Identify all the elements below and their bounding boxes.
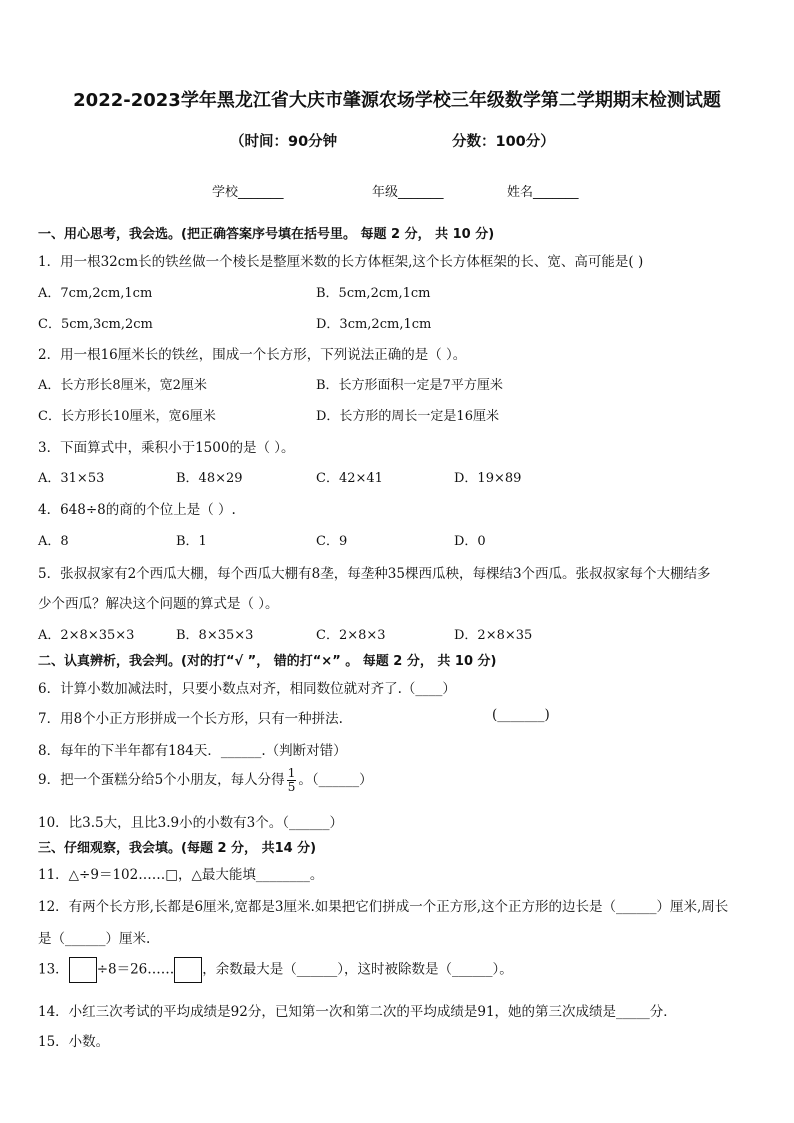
question-9-text: 9．把一个蛋糕分给5个小朋友，每人分得 [38, 772, 285, 788]
q2-option-a: A．长方形长8厘米，宽2厘米 [38, 378, 207, 393]
q3-option-a: A．31×53 [38, 471, 105, 486]
school-field: 学校_______ [212, 185, 284, 200]
question-4: 4．648÷8的商的个位上是（ ）. [38, 502, 236, 518]
section-3-heading: 三、仔细观察，我会填。(每题 2 分， 共14 分) [38, 841, 317, 856]
question-13-text: ，余数最大是（______），这时被除数是（______）。 [202, 961, 513, 978]
dividend-box [69, 957, 97, 983]
q4-option-b: B．1 [176, 534, 207, 549]
grade-field: 年级_______ [372, 185, 444, 200]
q1-option-c: C．5cm,3cm,2cm [38, 317, 153, 332]
q1-option-a: A．7cm,2cm,1cm [38, 286, 153, 301]
q5-option-b: B．8×35×3 [176, 628, 254, 643]
q4-option-a: A．8 [38, 534, 69, 549]
question-1: 1．用一根32cm长的铁丝做一个棱长是整厘米数的长方体框架,这个长方体框架的长、宽、高可能是( ) [38, 254, 644, 270]
q1-option-b: B．5cm,2cm,1cm [316, 286, 431, 301]
question-9-blank: 。（______） [298, 772, 373, 788]
q1-option-d: D．3cm,2cm,1cm [316, 317, 432, 332]
section-1-heading: 一、用心思考，我会选。(把正确答案序号填在括号里。 每题 2 分， 共 10 分) [38, 227, 495, 242]
q5-option-d: D．2×8×35 [454, 628, 533, 643]
q3-option-b: B．48×29 [176, 471, 243, 486]
question-5-line-1: 5．张叔叔家有2个西瓜大棚，每个西瓜大棚有8垄，每垄种35棵西瓜秧，每棵结3个西瓜。张叔叔家每个大棚结多 [38, 566, 711, 582]
question-14: 14．小红三次考试的平均成绩是92分，已知第一次和第二次的平均成绩是91，她的第三次成绩是_____分． [38, 1004, 677, 1020]
q3-option-d: D．19×89 [454, 471, 522, 486]
q5-option-c: C．2×8×3 [316, 628, 386, 643]
page-title: 2022-2023学年黑龙江省大庆市肇源农场学校三年级数学第二学期期末检测试题 [73, 90, 721, 111]
question-5-line-2: 少个西瓜？解决这个问题的算式是（ ）。 [38, 596, 279, 612]
exam-score: 分数：100分） [452, 134, 555, 150]
question-6: 6．计算小数加减法时，只要小数点对齐，相同数位就对齐了.（____） [38, 681, 456, 697]
question-12-line-1: 12．有两个长方形,长都是6厘米,宽都是3厘米.如果把它们拼成一个正方形,这个正方形的边长是（______）厘米,周长 [38, 899, 729, 915]
q3-option-c: C．42×41 [316, 471, 383, 486]
fraction-one-fifth [287, 767, 297, 794]
q4-option-d: D．0 [454, 534, 486, 549]
question-9 [38, 767, 373, 794]
fraction-denominator: 5 [287, 780, 296, 794]
question-7: 7．用8个小正方形拼成一个长方形，只有一种拼法. [38, 711, 343, 727]
question-12-line-2: 是（______）厘米. [38, 931, 151, 947]
name-field: 姓名_______ [507, 185, 579, 200]
fraction-numerator: 1 [287, 766, 296, 780]
question-13-expression: ÷8＝26…… [96, 961, 175, 978]
remainder-box [174, 957, 202, 983]
q2-option-d: D．长方形的周长一定是16厘米 [316, 409, 499, 424]
question-10: 10．比3.5大，且比3.9小的小数有3个。（______） [38, 815, 343, 831]
question-8: 8．每年的下半年都有184天．______.（判断对错） [38, 743, 347, 759]
q2-option-c: C．长方形长10厘米，宽6厘米 [38, 409, 216, 424]
question-7-blank: (_______) [492, 707, 550, 723]
question-11: 11．△÷9＝102……□，△最大能填________。 [38, 867, 324, 883]
q2-option-b: B．长方形面积一定是7平方厘米 [316, 378, 503, 393]
section-2-heading: 二、认真辨析，我会判。(对的打“√ ”， 错的打“×” 。 每题 2 分， 共 10 分) [38, 654, 497, 669]
q5-option-a: A．2×8×35×3 [38, 628, 135, 643]
question-15: 15．小数。 [38, 1034, 110, 1050]
exam-time: （时间：90分钟 [230, 134, 338, 150]
question-2: 2．用一根16厘米长的铁丝，围成一个长方形，下列说法正确的是（ ）。 [38, 347, 467, 363]
question-3: 3．下面算式中，乘积小于1500的是（ ）。 [38, 440, 295, 456]
question-13 [38, 957, 513, 983]
question-13-number: 13． [38, 961, 69, 978]
q4-option-c: C．9 [316, 534, 348, 549]
